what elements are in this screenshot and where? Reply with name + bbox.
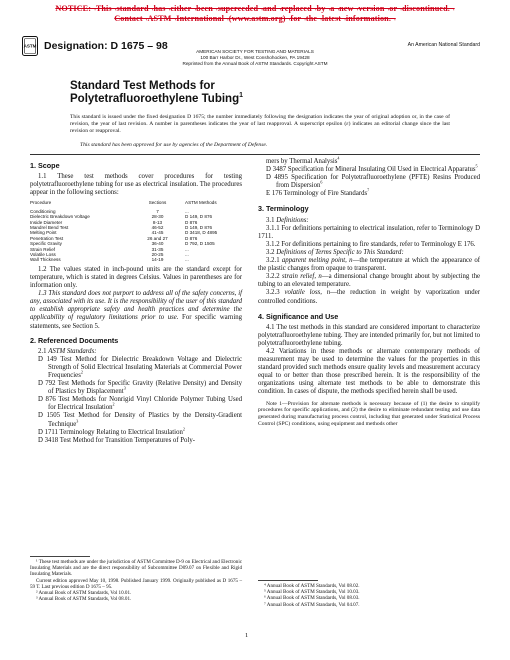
right-column: [258, 155, 481, 428]
term-3-2-2: 3.2.2 strain relief, n—a dimensional change brought about by subjecting the tubing to an elevated temperature.: [258, 273, 481, 289]
title-line-1: Standard Test Methods for: [70, 80, 215, 92]
table-row: Conditioning 7 ...: [30, 208, 189, 214]
ref-d792: D 792 Test Methods for Specific Gravity (Relative Density) and Density of Plastics by Displacement$^3$: [38, 380, 242, 396]
dod-approval: This standard has been approved for use by agencies of the Department of Defense.: [80, 142, 268, 148]
header-divider: [30, 154, 480, 155]
section-3-heading: 3. Terminology: [258, 204, 309, 214]
section-4-heading: 4. Significance and Use: [258, 311, 339, 321]
table-row: Wall Thickness 14-19 ...: [30, 257, 189, 263]
footnote-7: ⁷ Annual Book of ASTM Standards, Vol 04.07.: [264, 601, 360, 608]
table-row: Dielectric Breakdown Voltage 28-30 D 149, D 876: [30, 214, 213, 220]
scope-1-2: 1.2 The values stated in inch-pound units are the standard except for temperature, which is stated in degrees Celsius. Values in parentheses are for information only.: [30, 265, 242, 290]
astm-logo-icon: [22, 36, 38, 56]
publisher-line-1: AMERICAN SOCIETY FOR TESTING AND MATERIALS: [196, 49, 314, 54]
table-row: Penetration Test 26 and 27 D 876: [30, 235, 198, 241]
sig-4-2: 4.2 Variations in these methods or alternate contemporary methods of measurement may be used to determine the values for the properties in this standard provided such methods ensure quality levels and measurement accuracy equal to or better than those prescribed herein. It is the responsibility of the organizations using alternate test methods to be able to demonstrate this condition. In cases of dispute, the methods specified herein shall be used.: [258, 347, 480, 396]
note-1: Note 1—Provision for alternate methods is necessary because of (1) the desire to simplify procedures for specific applications, and (2) the desire to eliminate redundant testing and use data generated during manufacturing process control, including that generated under Statistical Process Control (SPC) conditions, using equipment and methods other: [258, 400, 480, 427]
designation: Designation: D 1675 – 98: [44, 40, 168, 52]
footnote-2: ² Annual Book of ASTM Standards, Vol 10.01.: [36, 590, 132, 597]
term-3-1: 3.1 Definitions:: [266, 216, 309, 224]
section-2-heading: 2. Referenced Documents: [30, 335, 119, 345]
col-astm-methods: ASTM Methods: [185, 200, 217, 206]
ref-d3418: D 3418 Test Method for Transition Temperatures of Poly-: [38, 436, 196, 444]
section-1-heading: 1. Scope: [30, 161, 60, 170]
page-number: 1: [245, 632, 249, 639]
table-row: Volatile Loss 20-25 ...: [30, 252, 189, 258]
sig-4-1: 4.1 The test methods in this standard are considered important to characterize polytetrafluoroethylene tubing. They are intended primarily for, but not limited to polytetrafluoroethylene tubing.: [258, 323, 480, 347]
scope-1-3: 1.3 This standard does not purport to address all of the safety concerns, if any, associated with its use. It is the responsibility of the user of this standard to establish appropriate safety and health practices and determine the applicability of regulatory limitations prior to use. For specific warning statements, see Section 5.: [30, 290, 242, 330]
document-title: [70, 80, 243, 106]
table-row: Specific Gravity 36-40 D 792, D 1505: [30, 241, 215, 247]
ref-d1505: D 1505 Test Method for Density of Plastics by the Density-Gradient Technique$^3$: [38, 412, 242, 428]
term-3-2-3: 3.2.3 volatile loss, n—the reduction in weight by vaporization under controlled conditions.: [258, 289, 480, 305]
svg-text:ASTM: ASTM: [23, 43, 37, 49]
term-3-2-1: 3.2.1 apparent melting point, n—the temperature at which the appearance of the plastic changes from opaque to transparent.: [258, 257, 480, 273]
footnote-rule-right: [258, 580, 318, 581]
col-procedure: Procedure: [30, 200, 52, 206]
ref-d1711: D 1711 Terminology Relating to Electrical Insulation$^2$: [38, 426, 185, 436]
term-3-1-1: 3.1.1 For definitions pertaining to electrical insulation, refer to Terminology D 1711.: [258, 224, 480, 240]
footnote-1-edition: Current edition approved May 10, 1998. Published January 1999. Originally published as D 1675 – 59 T. Last previous edition D 1675 – 95.: [30, 577, 242, 590]
footnotes-right: [258, 583, 480, 608]
term-3-1-2: 3.1.2 For definitions pertaining to fire standards, refer to Terminology E 176.: [266, 240, 476, 248]
col-sections: Sections: [148, 200, 167, 206]
footnote-3: ³ Annual Book of ASTM Standards, Vol 08.01.: [36, 596, 132, 603]
footnote-5: ⁵ Annual Book of ASTM Standards, Vol 10.03.: [264, 589, 360, 596]
term-3-2: 3.2 Definitions of Terms Specific to This Standard:: [266, 248, 404, 256]
title-line-2: Polytetrafluoroethylene Tubing$^1$: [70, 92, 243, 105]
ref-d3418-cont: mers by Thermal Analysis$^4$: [266, 155, 340, 165]
footnote-1: ¹ These test methods are under the jurisdiction of ASTM Committee D-9 on Electrical and Electronic Insulating Materials and are the direct responsibility of Subcommittee D09.07 on Flexible and Rigid Insulating Materials.: [30, 559, 242, 578]
footnote-6: ⁶ Annual Book of ASTM Standards, Vol 08.03.: [264, 595, 360, 602]
publisher-line-3: Reprinted from the Annual Book of ASTM Standards. Copyright ASTM: [182, 61, 328, 66]
ref-d876: D 876 Test Methods for Nonrigid Vinyl Chloride Polymer Tubing Used for Electrical Insulation$^2$: [38, 396, 242, 412]
preamble: This standard is issued under the fixed designation D 1675; the number immediately following the designation indicates the year of original adoption or, in the case of revision, the year of last revision. A number in parentheses indicates the year of last reapproval. A superscript epsilon (ε) indicates an editorial change since the last revision or reapproval.: [70, 114, 450, 134]
scope-1-1: 1.1 These test methods cover procedures for testing polytetrafluoroethylene tubing for use as electrical insulation. The procedures appear in the following sections:: [30, 173, 242, 197]
table-row: Mandrel Bend Test 46-52 D 149, D 876: [30, 225, 213, 230]
procedures-table: [30, 200, 230, 262]
footnote-rule-left: [30, 556, 90, 557]
national-standard-label: An American National Standard: [407, 42, 480, 48]
notice-line-2: Contact¬ASTM¬International¬(www.astm.org)¬for¬the¬latest¬information.¬: [114, 14, 396, 23]
left-column: [30, 158, 242, 445]
ref-d3487: D 3487 Specification for Mineral Insulating Oil Used in Electrical Apparatus$^5$: [266, 163, 478, 174]
table-row: Melting Point 41-45 D 3418, D 4895: [30, 230, 218, 236]
notice-line-1: NOTICE:¬This¬standard¬has¬either¬been¬superceded¬and¬replaced¬by¬a¬new¬version¬or¬discontinued.¬: [55, 4, 455, 13]
ref-d149: D 149 Test Method for Dielectric Breakdown Voltage and Dielectric Strength of Solid Electrical Insulating Materials at Commercial Power Frequencies$^2$: [38, 355, 242, 379]
title-footnote-ref: 1: [239, 92, 243, 100]
table-row: Strain Relief 31-35 ...: [30, 246, 189, 252]
ref-d4895: D 4895 Specification for Polytetrafluoroethylene (PFTE) Resins Produced from Dispersion$^6$: [266, 174, 480, 190]
publisher-line-2: 100 Barr Harbor Dr., West Conshohocken, PA 19428: [200, 55, 310, 60]
astm-standards-label: 2.1 ASTM Standards:: [38, 347, 97, 355]
ref-e176: E 176 Terminology of Fire Standards$^7$: [266, 188, 370, 198]
footnotes-left: [30, 559, 242, 602]
table-row: Inside Diameter 8-13 D 876: [30, 219, 198, 225]
footnote-4: ⁴ Annual Book of ASTM Standards, Vol 08.02.: [264, 583, 360, 589]
